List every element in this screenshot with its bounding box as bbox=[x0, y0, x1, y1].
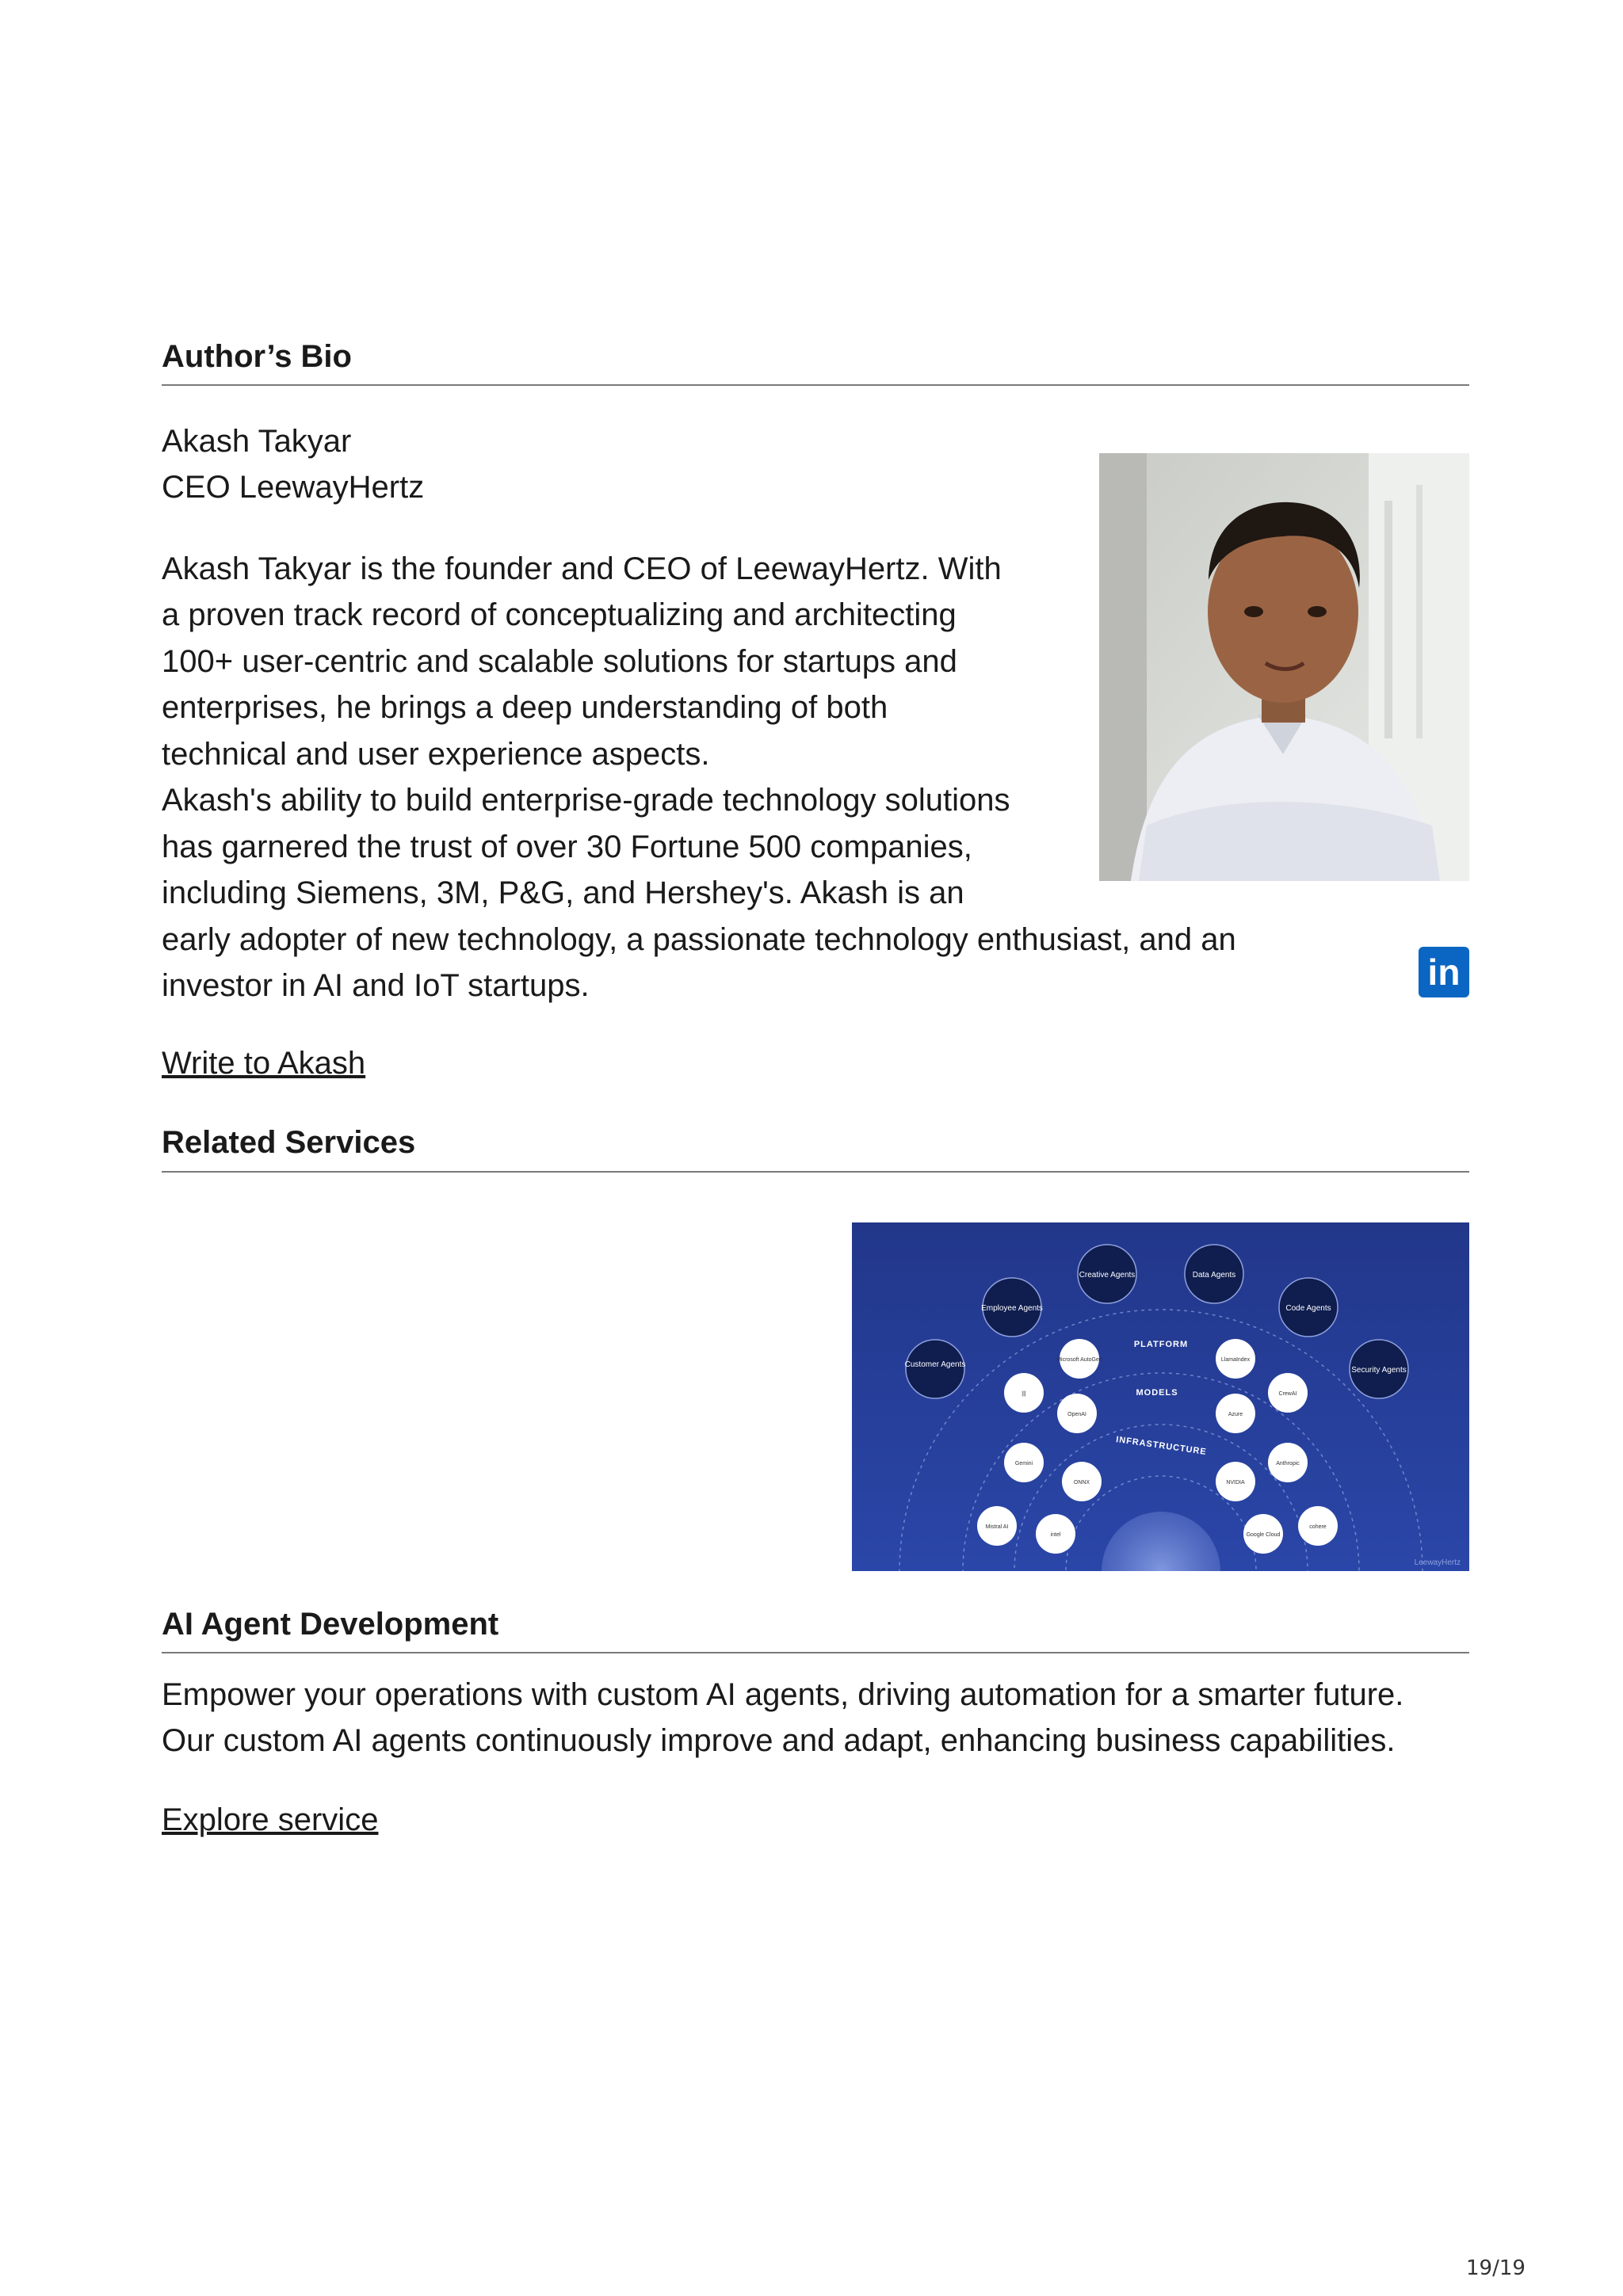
svg-text:ONNX: ONNX bbox=[1073, 1480, 1090, 1486]
svg-text:Gemini: Gemini bbox=[1014, 1461, 1033, 1466]
svg-text:OpenAI: OpenAI bbox=[1067, 1412, 1086, 1417]
linkedin-label: in bbox=[1427, 952, 1461, 993]
author-bio-line: technical and user experience aspects. bbox=[162, 737, 710, 772]
logo-node bbox=[1004, 1373, 1044, 1413]
ai-agents-diagram bbox=[852, 1222, 1469, 1571]
svg-text:CrewAI: CrewAI bbox=[1278, 1391, 1297, 1397]
write-to-author-link[interactable]: Write to Akash bbox=[162, 1046, 366, 1081]
agent-label-line: Customer Agents bbox=[904, 1360, 966, 1369]
author-name: Akash Takyar bbox=[162, 424, 352, 459]
logo-node bbox=[1057, 1394, 1097, 1433]
svg-text:LlamaIndex: LlamaIndex bbox=[1220, 1357, 1251, 1363]
logo-node bbox=[1216, 1462, 1255, 1501]
author-bio-divider bbox=[162, 384, 1469, 386]
logo-node bbox=[1216, 1339, 1255, 1379]
author-bio-line: investor in AI and IoT startups. bbox=[162, 968, 590, 1003]
logo-node bbox=[1004, 1443, 1044, 1482]
logo-node bbox=[1268, 1443, 1308, 1482]
author-bio-line: 100+ user-centric and scalable solutions for startups and bbox=[162, 644, 957, 679]
author-bio-line: enterprises, he brings a deep understanding of both bbox=[162, 690, 888, 725]
logo-node bbox=[977, 1506, 1017, 1546]
diagram-watermark: LeewayHertz bbox=[1414, 1558, 1461, 1567]
agent-label-line: Security Agents bbox=[1351, 1366, 1407, 1375]
svg-text:Azure: Azure bbox=[1228, 1412, 1243, 1417]
svg-text:cohere: cohere bbox=[1309, 1524, 1327, 1530]
author-bio-line: Akash Takyar is the founder and CEO of LeewayHertz. With bbox=[162, 551, 1002, 586]
agent-label-line: Creative Agents bbox=[1079, 1271, 1136, 1280]
layer-label: MODELS bbox=[1136, 1388, 1178, 1398]
agent-node bbox=[981, 1278, 1043, 1337]
agent-label-line: Data Agents bbox=[1192, 1271, 1236, 1280]
author-photo bbox=[1099, 453, 1469, 881]
author-bio-line: Akash's ability to build enterprise-grade technology solutions bbox=[162, 783, 1010, 818]
author-bio-line: has garnered the trust of over 30 Fortune 500 companies, bbox=[162, 830, 972, 864]
logo-node bbox=[1243, 1514, 1283, 1554]
svg-text:Mistral AI: Mistral AI bbox=[985, 1524, 1009, 1530]
service-description-line: Empower your operations with custom AI agents, driving automation for a smarter future. bbox=[162, 1677, 1404, 1712]
author-role: CEO LeewayHertz bbox=[162, 470, 425, 505]
explore-service-link[interactable]: Explore service bbox=[162, 1802, 379, 1837]
service-title: AI Agent Development bbox=[162, 1607, 499, 1642]
agent-node bbox=[1078, 1245, 1136, 1303]
author-bio-line: early adopter of new technology, a passionate technology enthusiast, and an bbox=[162, 922, 1236, 957]
author-bio-line: including Siemens, 3M, P&G, and Hershey's. Akash is an bbox=[162, 875, 964, 910]
logo-node bbox=[1062, 1462, 1102, 1501]
linkedin-icon[interactable] bbox=[1419, 947, 1469, 997]
svg-text:NVIDIA: NVIDIA bbox=[1226, 1480, 1245, 1486]
agent-node bbox=[1350, 1340, 1408, 1398]
layer-label: PLATFORM bbox=[1133, 1340, 1189, 1349]
service-divider bbox=[162, 1652, 1469, 1653]
related-services-divider bbox=[162, 1171, 1469, 1173]
logo-node bbox=[1268, 1373, 1308, 1413]
layer-label: INFRASTRUCTURE bbox=[1115, 1435, 1208, 1458]
page-number: 19/19 bbox=[1466, 2256, 1526, 2280]
logo-node bbox=[1036, 1514, 1075, 1554]
logo-node bbox=[1298, 1506, 1338, 1546]
svg-text:|||: ||| bbox=[1022, 1391, 1026, 1397]
agent-node bbox=[1279, 1278, 1338, 1337]
svg-text:Anthropic: Anthropic bbox=[1276, 1461, 1300, 1466]
author-bio-heading: Author’s Bio bbox=[162, 339, 352, 374]
logo-node bbox=[1216, 1394, 1255, 1433]
svg-text:Google Cloud: Google Cloud bbox=[1246, 1532, 1281, 1538]
agent-label-line: Code Agents bbox=[1285, 1304, 1331, 1313]
svg-text:Microsoft AutoGen: Microsoft AutoGen bbox=[1056, 1357, 1102, 1363]
svg-text:intel: intel bbox=[1050, 1532, 1061, 1538]
author-bio-line: a proven track record of conceptualizing and architecting bbox=[162, 597, 957, 632]
related-services-heading: Related Services bbox=[162, 1125, 416, 1160]
agent-node bbox=[1185, 1245, 1243, 1303]
agent-node bbox=[905, 1340, 966, 1398]
agent-label-line: Employee Agents bbox=[981, 1304, 1043, 1313]
service-description-line: Our custom AI agents continuously improve and adapt, enhancing business capabilities. bbox=[162, 1723, 1396, 1758]
